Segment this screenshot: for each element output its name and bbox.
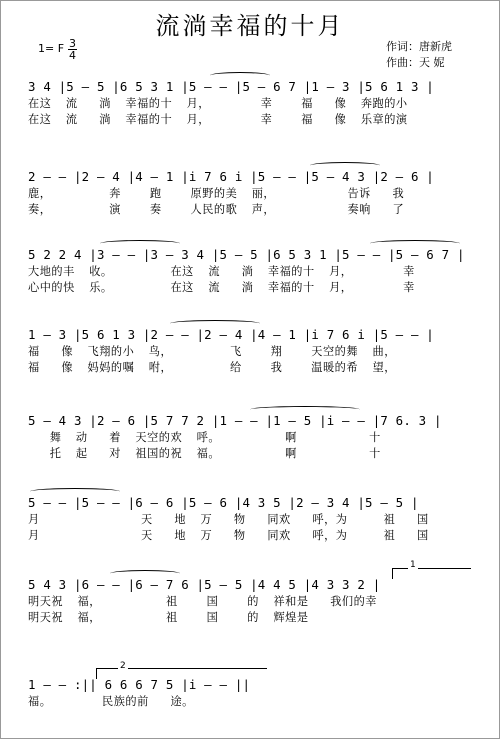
lyric-verse-1: 明天祝 福， 祖 国 的 祥和是 我们的幸 — [28, 595, 377, 608]
notation-line: 2 — — |2 — 4 |4 — 1 |i 7 6 i |5 — — |5 — 4 3 |2 — 6 | — [28, 169, 434, 184]
system-7 — [28, 576, 478, 626]
system-1 — [28, 78, 478, 128]
time-signature-bottom: 4 — [69, 49, 76, 62]
time-signature — [68, 38, 77, 61]
lyric-verse-2: 在这 流 淌 幸福的十 月， 幸 福 像 乐章的演 — [28, 113, 408, 126]
volta-1-bracket — [392, 568, 471, 579]
lyric-verse-1: 福 像 飞翔的小 鸟， 飞 翔 天空的舞 曲， — [28, 345, 396, 358]
song-title: 流淌幸福的十月 — [155, 12, 345, 40]
system-2 — [28, 168, 478, 218]
composer-credit: 作曲：天 妮 — [386, 56, 445, 69]
lyric-verse-2: 心中的快 乐。 在这 流 淌 幸福的十 月， 幸 — [28, 281, 415, 294]
system-8 — [28, 676, 478, 710]
lyric-verse-2: 月 天 地 万 物 同欢 呼，为 祖 国 — [28, 529, 429, 542]
lyric-verse-1: 月 天 地 万 物 同欢 呼，为 祖 国 — [28, 513, 429, 526]
system-4 — [28, 326, 478, 376]
system-6 — [28, 494, 478, 544]
notation-line: 5 2 2 4 |3 — — |3 — 3 4 |5 — 5 |6 5 3 1 |5 — — |5 — 6 7 | — [28, 247, 465, 262]
slur — [110, 570, 180, 577]
notation-line: 5 — 4 3 |2 — 6 |5 7 7 2 |1 — — |1 — 5 |i — — |7 6. 3 | — [28, 413, 442, 428]
lyric-verse-2: 奏， 演 奏 人民的歌 声， 奏响 了 — [28, 203, 405, 216]
slur — [370, 240, 460, 247]
slur — [310, 162, 380, 169]
notation-line: 3 4 |5 — 5 |6 5 3 1 |5 — — |5 — 6 7 |1 — 3 |5 6 1 3 | — [28, 79, 434, 94]
key-signature: 1= F — [38, 42, 65, 55]
lyric-verse-1: 福。 民族的前 途。 — [28, 695, 194, 708]
system-3 — [28, 246, 478, 296]
lyric-verse-1: 舞 动 着 天空的欢 呼。 啊 十 — [28, 431, 381, 444]
notation-line: 1 — — :|| 6 6 6 7 5 |i — — || — [28, 677, 251, 692]
slur — [210, 72, 270, 79]
slur — [170, 320, 260, 327]
lyric-verse-2: 托 起 对 祖国的祝 福。 啊 十 — [28, 447, 381, 460]
lyric-verse-2: 福 像 妈妈的嘱 咐， 给 我 温暖的希 望， — [28, 361, 396, 374]
volta-2-label: 2 — [120, 661, 126, 671]
lyricist-credit: 作词：唐新虎 — [386, 40, 452, 53]
notation-line: 5 — — |5 — — |6 — 6 |5 — 6 |4 3 5 |2 — 3 4 |5 — 5 | — [28, 495, 419, 510]
time-signature-top: 3 — [69, 37, 76, 50]
lyric-verse-1: 大地的丰 收。 在这 流 淌 幸福的十 月， 幸 — [28, 265, 415, 278]
slur — [30, 488, 120, 495]
notation-line: 5 4 3 |6 — — |6 — 7 6 |5 — 5 |4 4 5 |4 3 3 2 | — [28, 577, 381, 592]
notation-line: 1 — 3 |5 6 1 3 |2 — — |2 — 4 |4 — 1 |i 7 6 i |5 — — | — [28, 327, 434, 342]
slur — [100, 240, 180, 247]
volta-1-label: 1 — [410, 560, 416, 570]
lyric-verse-2: 明天祝 福， 祖 国 的 辉煌是 — [28, 611, 309, 624]
slur — [250, 406, 360, 413]
system-5 — [28, 412, 478, 462]
lyric-verse-1: 鹿， 奔 跑 原野的美 丽， 告诉 我 — [28, 187, 405, 200]
lyric-verse-1: 在这 流 淌 幸福的十 月， 幸 福 像 奔跑的小 — [28, 97, 408, 110]
